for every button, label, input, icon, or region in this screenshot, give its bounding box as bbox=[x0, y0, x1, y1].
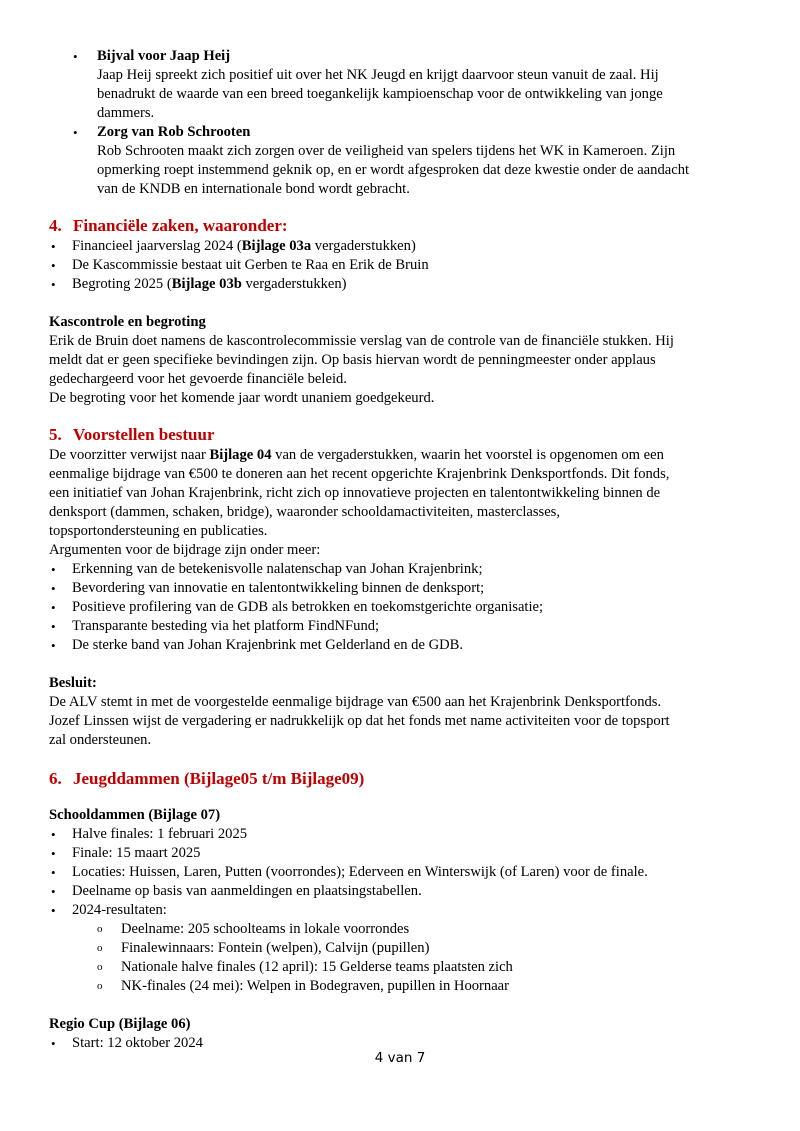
list-item: • Bevordering van innovatie en talentontwikkeling binnen de denksport; bbox=[49, 579, 761, 598]
paragraph-line: Jaap Heij spreekt zich positief uit over het NK Jeugd en krijgt daarvoor steun vanuit de zaal. Hij bbox=[97, 67, 659, 83]
list-item: • Financieel jaarverslag 2024 (Bijlage 03a vergaderstukken) bbox=[49, 237, 761, 256]
top-bullet-list bbox=[97, 47, 761, 199]
paragraph-line: een initiatief van Johan Krajenbrink, richt zich op innovatieve projecten en talentontwikkeling binnen de bbox=[49, 485, 661, 501]
bullet-title: • Bijval voor Jaap Heij bbox=[97, 48, 231, 64]
section-4-bullets bbox=[49, 237, 761, 294]
subheading: Regio Cup (Bijlage 06) bbox=[49, 1016, 191, 1032]
subheading: Kascontrole en begroting bbox=[49, 314, 206, 330]
paragraph-line: zal ondersteunen. bbox=[49, 732, 152, 748]
paragraph-line: topsportondersteuning en publicaties. bbox=[49, 523, 268, 539]
list-item: • Begroting 2025 (Bijlage 03b vergaderstukken) bbox=[49, 275, 761, 294]
bullet-title: • Zorg van Rob Schrooten bbox=[97, 124, 251, 140]
list-item: • Finale: 15 maart 2025 bbox=[49, 844, 761, 863]
paragraph-line: De ALV stemt in met de voorgestelde eenmalige bijdrage van €500 aan het Krajenbrink Denksportfonds. bbox=[49, 694, 662, 710]
list-item: o Finalewinnaars: Fontein (welpen), Calvijn (pupillen) bbox=[97, 939, 761, 958]
schooldammen-bullets bbox=[49, 825, 761, 920]
list-item: • Start: 12 oktober 2024 bbox=[49, 1034, 761, 1053]
paragraph-line: gedechargeerd voor het gevoerde financiële beleid. bbox=[49, 371, 347, 387]
results-sublist bbox=[97, 920, 761, 996]
list-item: o NK-finales (24 mei): Welpen in Bodegraven, pupillen in Hoornaar bbox=[97, 977, 761, 996]
section-6-heading: 6. Jeugddammen (Bijlage05 t/m Bijlage09) bbox=[49, 769, 365, 788]
list-item: • De Kascommissie bestaat uit Gerben te Raa en Erik de Bruin bbox=[49, 256, 761, 275]
list-item: • Halve finales: 1 februari 2025 bbox=[49, 825, 761, 844]
section-5-bullets bbox=[49, 560, 761, 655]
paragraph-line: Rob Schrooten maakt zich zorgen over de veiligheid van spelers tijdens het WK in Kameroen. Zijn bbox=[97, 143, 676, 159]
paragraph-line: van de KNDB en internationale bond wordt gebracht. bbox=[97, 181, 410, 197]
paragraph-line: Jozef Linssen wijst de vergadering er nadrukkelijk op dat het fonds met name activiteiten voor de topsport bbox=[49, 713, 670, 729]
list-item: • Transparante besteding via het platform FindNFund; bbox=[49, 617, 761, 636]
list-item: • De sterke band van Johan Krajenbrink met Gelderland en de GDB. bbox=[49, 636, 761, 655]
paragraph-line: dammers. bbox=[97, 105, 155, 121]
paragraph-line: De voorzitter verwijst naar Bijlage 04 van de vergaderstukken, waarin het voorstel is opgenomen om een bbox=[49, 447, 664, 463]
paragraph-line: meldt dat er geen specifieke bevindingen zijn. Op basis hiervan wordt de penningmeester onder applaus bbox=[49, 352, 656, 368]
paragraph-line: De begroting voor het komende jaar wordt unaniem goedgekeurd. bbox=[49, 390, 435, 406]
list-item: • Locaties: Huissen, Laren, Putten (voorrondes); Ederveen en Winterswijk (of Laren) voor de finale. bbox=[49, 863, 761, 882]
list-item: o Deelname: 205 schoolteams in lokale voorrondes bbox=[97, 920, 761, 939]
paragraph-line: benadrukt de waarde van een breed toegankelijk kampioenschap voor de ontwikkeling van jonge bbox=[97, 86, 663, 102]
list-item bbox=[97, 47, 761, 123]
list-item bbox=[97, 123, 761, 199]
list-item: • Erkenning van de betekenisvolle nalatenschap van Johan Krajenbrink; bbox=[49, 560, 761, 579]
paragraph-line: eenmalige bijdrage van €500 te doneren aan het recent opgerichte Krajenbrink Denksportfonds. Dit fonds, bbox=[49, 466, 670, 482]
list-item: • Deelname op basis van aanmeldingen en plaatsingstabellen. bbox=[49, 882, 761, 901]
paragraph-line: opmerking roept instemmend geknik op, en er wordt afgesproken dat deze kwestie onder de aandacht bbox=[97, 162, 690, 178]
section-5-heading: 5. Voorstellen bestuur bbox=[49, 425, 215, 444]
list-item: o Nationale halve finales (12 april): 15 Gelderse teams plaatsten zich bbox=[97, 958, 761, 977]
subheading: Besluit: bbox=[49, 675, 97, 691]
list-item: • Positieve profilering van de GDB als betrokken en toekomstgerichte organisatie; bbox=[49, 598, 761, 617]
document-page bbox=[49, 47, 761, 1053]
paragraph-line: Argumenten voor de bijdrage zijn onder meer: bbox=[49, 542, 321, 558]
subheading: Schooldammen (Bijlage 07) bbox=[49, 807, 221, 823]
list-item: • 2024-resultaten: bbox=[49, 901, 761, 920]
page-number: 4 van 7 bbox=[374, 1050, 426, 1066]
section-4-heading: 4. Financiële zaken, waaronder: bbox=[49, 216, 288, 235]
paragraph-line: denksport (dammen, schaken, bridge), waaronder schooldamactiviteiten, masterclasses, bbox=[49, 504, 561, 520]
paragraph-line: Erik de Bruin doet namens de kascontrolecommissie verslag van de controle van de financiële stukken. Hij bbox=[49, 333, 674, 349]
